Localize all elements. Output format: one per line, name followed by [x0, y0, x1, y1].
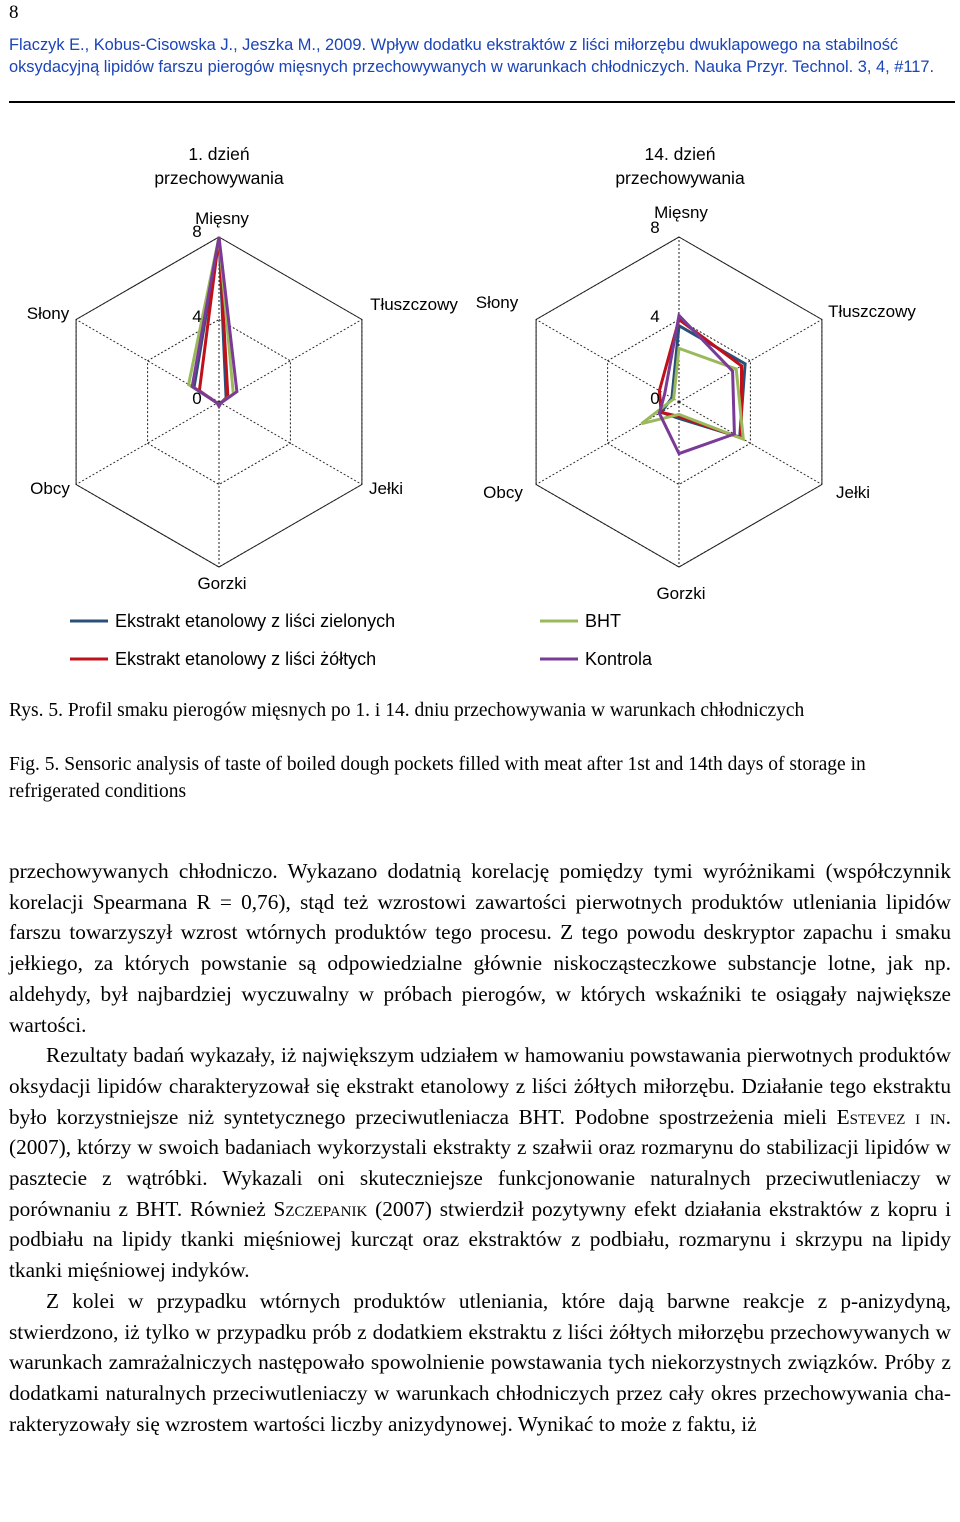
et-al: in. — [929, 1104, 952, 1129]
radar-charts-svg — [0, 130, 960, 690]
radar-axis-label: Słony — [26, 304, 70, 323]
figure-caption-en: Fig. 5. Sensoric analysis of taste of boiled dough pockets filled with meat after 1st and 14th days of storage in refrigerated conditions — [9, 754, 866, 802]
radar-axis-label: Jełki — [368, 479, 404, 498]
radar-axis-label: Gorzki — [197, 574, 247, 593]
legend-label: Kontrola — [585, 649, 653, 669]
radar-axis-label: Obcy — [30, 479, 70, 498]
radar-axis-label: Tłuszczowy — [370, 295, 458, 314]
radar-tick-label: 0 — [192, 389, 202, 408]
citation-header: Flaczyk E., Kobus-Cisowska J., Jeszka M., 2009. Wpływ dodatku ekstraktów z liści miłorzębu dwuklapowego na stabilność oksydacyjną lipidów farszu pierogów mięsnych przechowywanych w warunkach chłodniczych. Nauka Przyr. Technol. 3, 4, #117. — [9, 36, 935, 76]
radar-chart-title: 14. dzień przechowywania — [615, 144, 745, 188]
radar-tick-label: 8 — [192, 222, 202, 241]
radar-tick-label: 0 — [650, 389, 660, 408]
radar-tick-label: 4 — [192, 307, 202, 326]
radar-axis-label: Mięsny — [654, 203, 708, 222]
author-estevez: Estevez — [836, 1104, 906, 1129]
legend-label: Ekstrakt etanolowy z liści żółtych — [115, 649, 377, 669]
header-rule — [9, 101, 955, 103]
radar-axis-label: Gorzki — [656, 584, 706, 603]
radar-charts-figure — [0, 130, 960, 690]
author-szczepanik: Szczepanik — [273, 1196, 368, 1221]
radar-tick-label: 4 — [650, 307, 660, 326]
radar-axis-label: Jełki — [835, 483, 871, 502]
space — [905, 1105, 915, 1129]
radar-axis-label: Obcy — [483, 483, 523, 502]
radar-chart-title: 1. dzień przechowywania — [154, 144, 284, 188]
paragraph-2-part-c: (2007) stwierdził pozytywny efekt działania ekstraktów z kopru i podbiału na lipidy tkanki mięśniowej kurcząt oraz ekstraktów z podbiału, rozmarynu i skrzypu na lipidy tkanki mięśniowej indyków. — [9, 1196, 951, 1283]
legend-label: Ekstrakt etanolowy z liści zielonych — [115, 611, 396, 631]
radar-axis-label: Tłuszczowy — [828, 302, 916, 321]
legend-label: BHT — [585, 611, 621, 631]
paragraph-2 — [9, 1040, 951, 1286]
paragraph-2-part-a: Rezultaty badań wykazały, iż największym udziałem w hamowaniu powstawania pierwotnych produktów oksydacji lipidów charakteryzował się ekstrakt etanolowy z liści żółtych miłorzębu. Działanie tego ekstraktu było korzystniejsze niż syntetycznego przeciwutleniacza BHT. Podobne spostrzeżenia mieli — [9, 1043, 951, 1129]
figure-caption-pl: Rys. 5. Profil smaku pierogów mięsnych po 1. i 14. dniu przechowywania w warunkach chłodniczych — [9, 700, 805, 721]
radar-tick-label: 8 — [650, 218, 660, 237]
radar-axis-label: Słony — [475, 293, 519, 312]
page-number: 8 — [9, 2, 19, 23]
radar-axis-label: Mięsny — [195, 209, 249, 228]
paragraph-2-part-b: (2007), którzy w swoich badaniach wykorzystali ekstrakty z szałwii oraz rozmarynu do stabilizacji lipidów w pasztecie z wątróbki. Wykazali oni skuteczniejsze funkcjonowanie naturalnych przeciwutleniaczy w porównaniu z BHT. Również — [9, 1135, 951, 1221]
paragraph-1: przechowywanych chłodniczo. Wykazano dodatnią korelację pomiędzy tymi wyróżnikami (współczynnik korelacji Spearmana R = 0,76), stąd też wzrostowi zawartości pierwotnych produktów utleniania lipidów farszu towarzyszył wzrost wtórnych produktów tego procesu. Z tego powodu deskryptor zapachu i smaku jełkiego, za których powstanie są odpowiedzialne głównie niskocząsteczkowe substancje lotne, jak np. aldehydy, był najbardziej wyczuwalny w próbach pierogów, w których wskaźniki te osiągały największe wartości. — [9, 859, 951, 1037]
space — [920, 1105, 930, 1129]
conj-i: i — [915, 1104, 921, 1129]
paragraph-3: Z kolei w przypadku wtórnych produktów utleniania, które dają barwne reakcje z p-anizydyną, stwierdzono, iż tylko w przypadku prób z dodatkiem ekstraktu z liści żółtych miłorzębu przechowywanych w warunkach zamrażalniczych następowało spowolnienie powstawania tych niekorzystnych związków. Próby z dodatkami naturalnych przeciwutleniaczy w warunkach chłodniczych przez cały okres przechowywania charakteryzowały się wzrostem wartości liczby anizydynowej. Wynikać to może z faktu, iż — [9, 1288, 951, 1436]
body-text — [9, 856, 951, 1439]
